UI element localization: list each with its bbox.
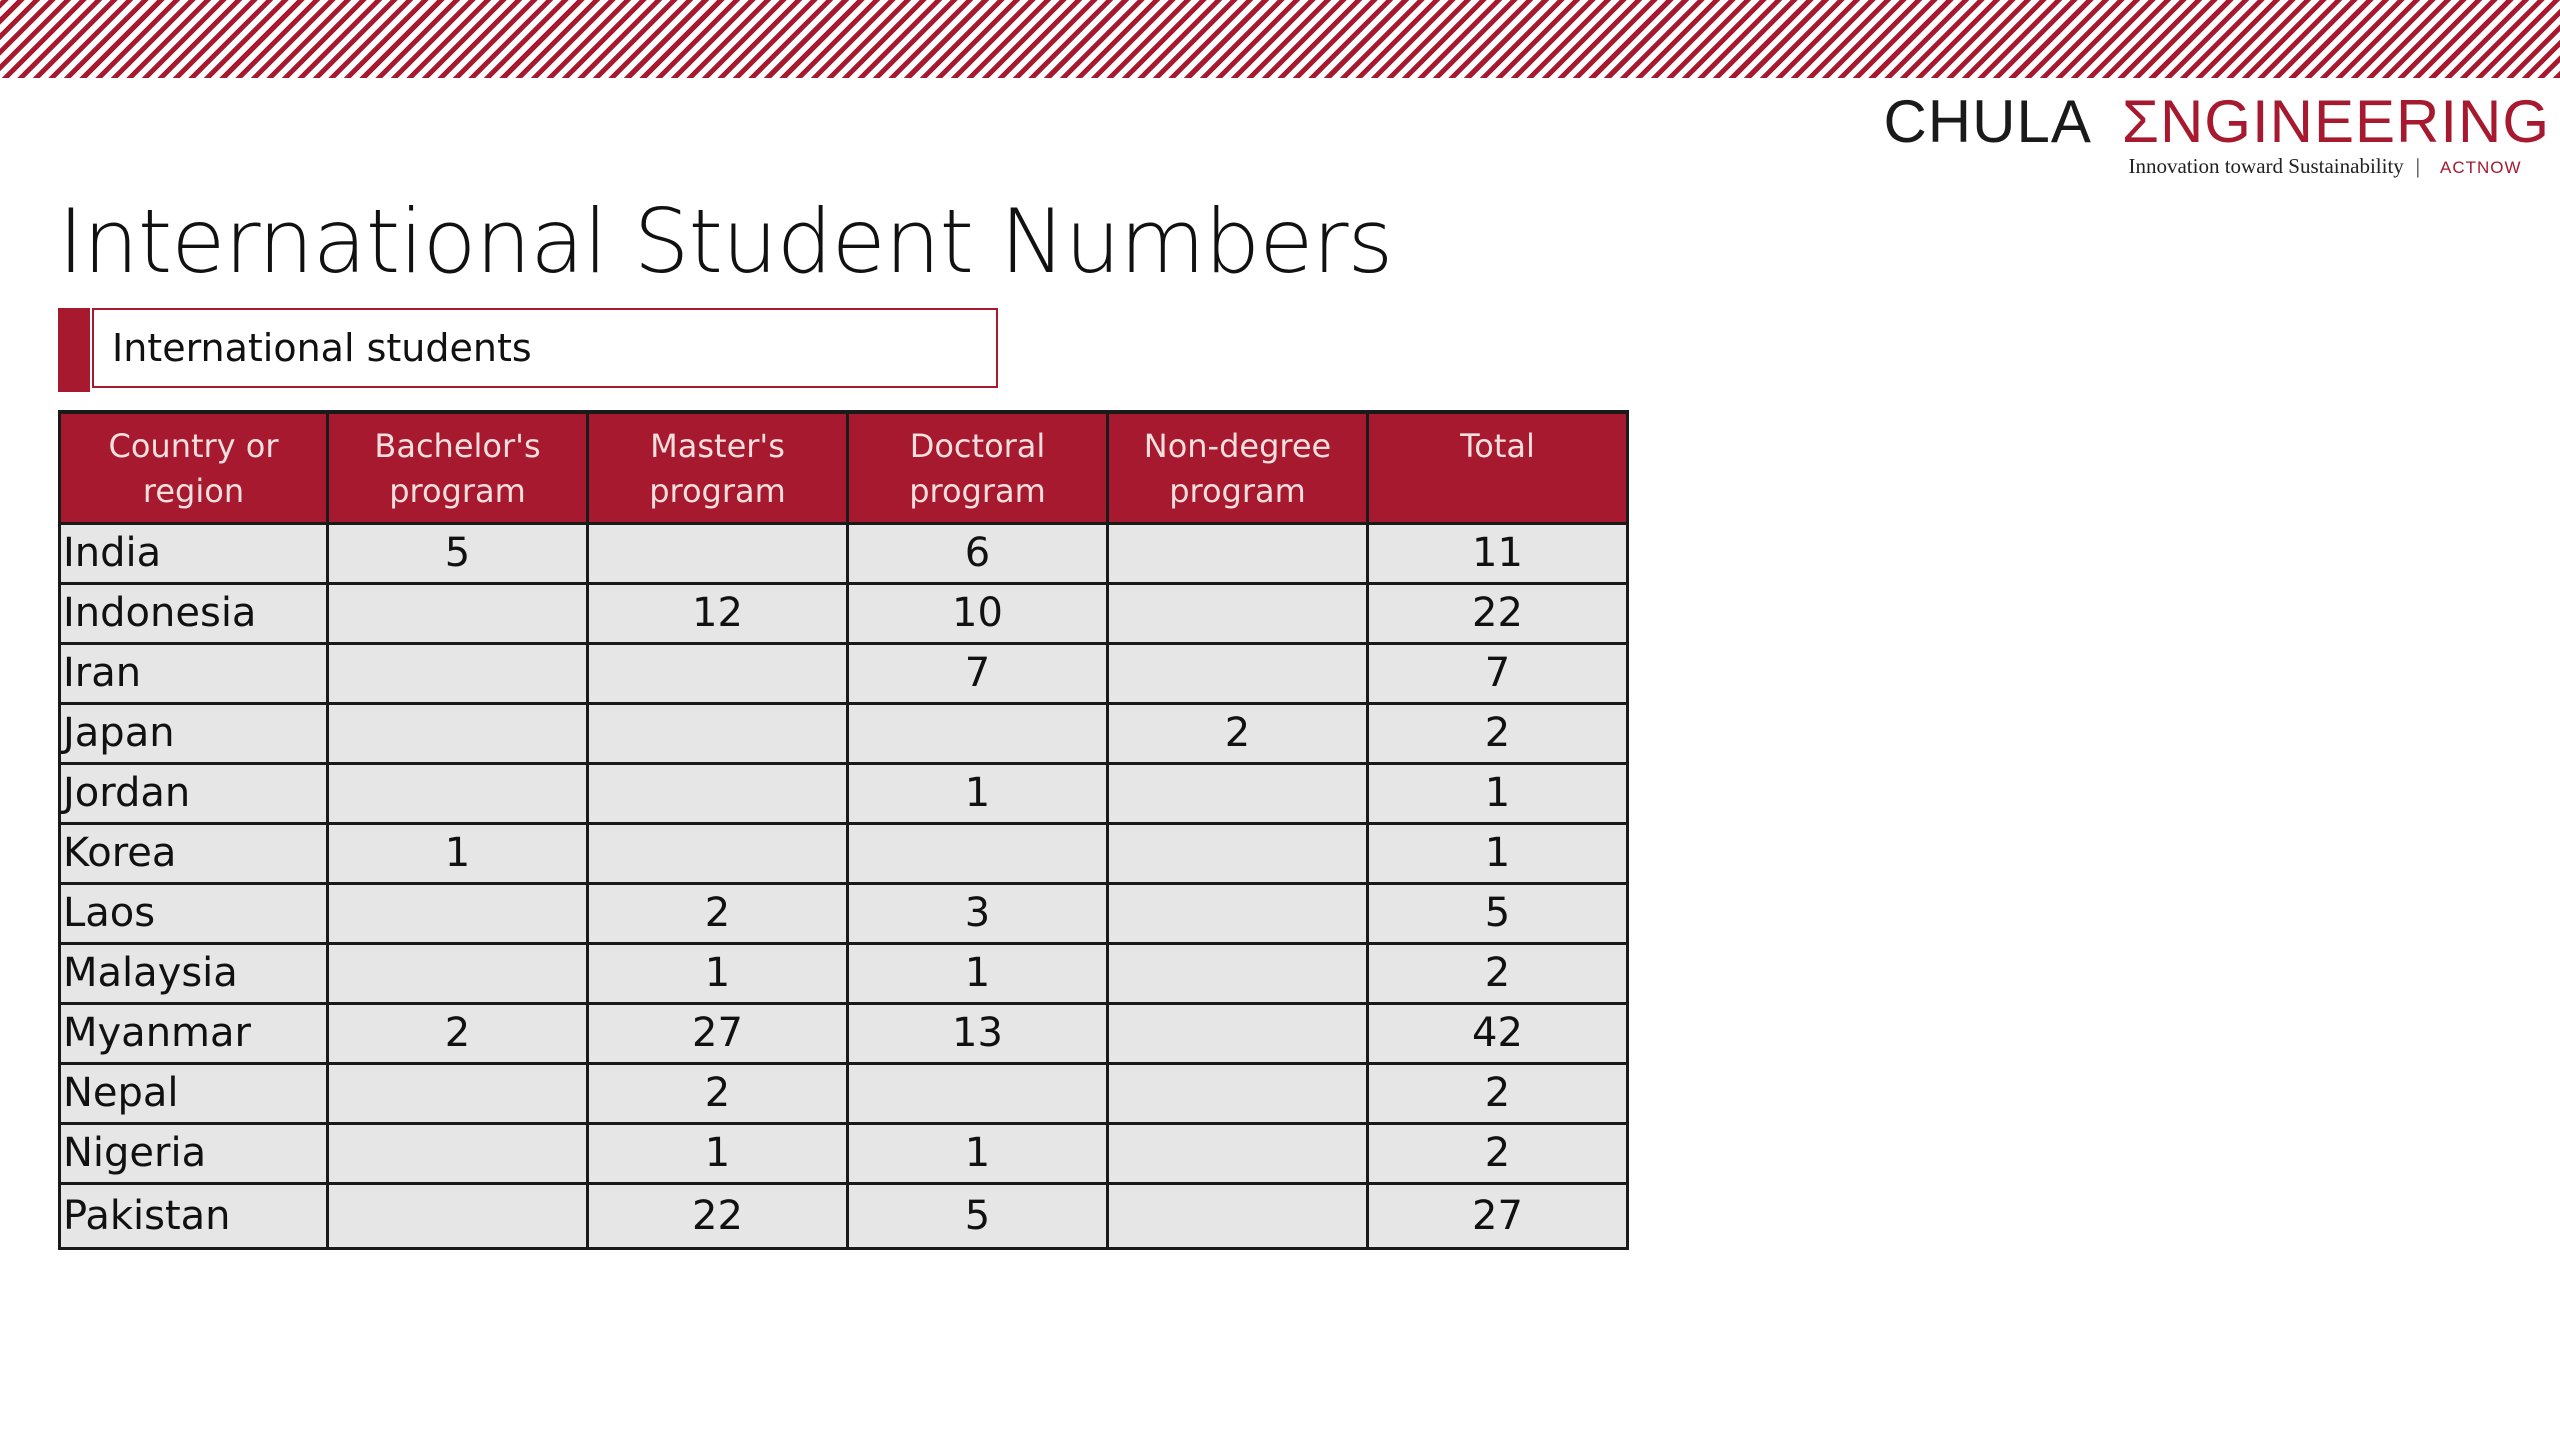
table-row <box>60 1124 1628 1184</box>
header-bachelor: Bachelor's program <box>328 412 588 524</box>
header-non-degree: Non-degree program <box>1108 412 1368 524</box>
table-row <box>60 704 1628 764</box>
table-row <box>60 1004 1628 1064</box>
cell-bachelor: 5 <box>328 524 588 584</box>
cell-master: 2 <box>588 1064 848 1124</box>
cell-bachelor <box>328 704 588 764</box>
cell-doctoral: 6 <box>848 524 1108 584</box>
cell-total: 2 <box>1368 944 1628 1004</box>
cell-doctoral <box>848 824 1108 884</box>
table-row <box>60 824 1628 884</box>
table-row <box>60 884 1628 944</box>
cell-total: 11 <box>1368 524 1628 584</box>
cell-doctoral: 1 <box>848 1124 1108 1184</box>
cell-non-degree <box>1108 944 1368 1004</box>
cell-master: 2 <box>588 884 848 944</box>
cell-non-degree <box>1108 1124 1368 1184</box>
cell-bachelor: 2 <box>328 1004 588 1064</box>
header-doctoral: Doctoral program <box>848 412 1108 524</box>
cell-master <box>588 644 848 704</box>
cell-non-degree <box>1108 824 1368 884</box>
student-numbers-table <box>58 410 1629 1250</box>
cell-country: Nigeria <box>60 1124 328 1184</box>
cell-total: 27 <box>1368 1184 1628 1249</box>
cell-master: 12 <box>588 584 848 644</box>
cell-non-degree <box>1108 524 1368 584</box>
cell-country: Pakistan <box>60 1184 328 1249</box>
table-row <box>60 644 1628 704</box>
cell-non-degree <box>1108 1004 1368 1064</box>
cell-doctoral: 3 <box>848 884 1108 944</box>
table-row <box>60 584 1628 644</box>
table-row <box>60 1064 1628 1124</box>
cell-doctoral: 5 <box>848 1184 1108 1249</box>
table-row <box>60 1184 1628 1249</box>
cell-non-degree <box>1108 884 1368 944</box>
logo-engineering-text: ΣNGINEERING <box>2121 88 2550 155</box>
subheading-text: International students <box>112 326 532 370</box>
cell-total: 5 <box>1368 884 1628 944</box>
cell-country: Japan <box>60 704 328 764</box>
table-header-row <box>60 412 1628 524</box>
cell-total: 2 <box>1368 704 1628 764</box>
cell-master <box>588 704 848 764</box>
cell-non-degree <box>1108 644 1368 704</box>
cell-non-degree <box>1108 764 1368 824</box>
cell-master: 27 <box>588 1004 848 1064</box>
cell-bachelor <box>328 1184 588 1249</box>
cell-bachelor <box>328 884 588 944</box>
logo-tagline-row <box>2128 154 2432 179</box>
cell-total: 1 <box>1368 824 1628 884</box>
logo-actnow: ACTNOW <box>2440 158 2522 177</box>
table-row <box>60 944 1628 1004</box>
cell-bachelor <box>328 644 588 704</box>
cell-bachelor <box>328 1064 588 1124</box>
logo-chula-text: CHULA <box>1883 88 2092 155</box>
cell-bachelor <box>328 944 588 1004</box>
cell-non-degree <box>1108 584 1368 644</box>
cell-total: 2 <box>1368 1064 1628 1124</box>
cell-master: 1 <box>588 944 848 1004</box>
chula-engineering-logo <box>1870 90 2550 190</box>
header-stripe-band <box>0 0 2560 78</box>
cell-doctoral: 13 <box>848 1004 1108 1064</box>
cell-bachelor <box>328 764 588 824</box>
cell-country: India <box>60 524 328 584</box>
cell-country: Nepal <box>60 1064 328 1124</box>
cell-country: Korea <box>60 824 328 884</box>
table-row <box>60 524 1628 584</box>
cell-country: Jordan <box>60 764 328 824</box>
cell-master <box>588 764 848 824</box>
cell-country: Iran <box>60 644 328 704</box>
cell-doctoral: 1 <box>848 944 1108 1004</box>
cell-country: Myanmar <box>60 1004 328 1064</box>
header-total: Total <box>1368 412 1628 524</box>
cell-bachelor <box>328 1124 588 1184</box>
cell-country: Malaysia <box>60 944 328 1004</box>
cell-master <box>588 824 848 884</box>
cell-total: 2 <box>1368 1124 1628 1184</box>
page-title: International Student Numbers <box>58 190 1393 293</box>
header-master: Master's program <box>588 412 848 524</box>
cell-master <box>588 524 848 584</box>
cell-bachelor: 1 <box>328 824 588 884</box>
logo-separator: | <box>2415 154 2420 178</box>
cell-doctoral: 7 <box>848 644 1108 704</box>
subheading-box <box>92 308 998 388</box>
cell-master: 1 <box>588 1124 848 1184</box>
cell-total: 7 <box>1368 644 1628 704</box>
cell-total: 42 <box>1368 1004 1628 1064</box>
cell-non-degree <box>1108 1184 1368 1249</box>
logo-wordmark <box>1883 90 2550 154</box>
cell-doctoral: 1 <box>848 764 1108 824</box>
cell-doctoral: 10 <box>848 584 1108 644</box>
subheading-accent-bar <box>58 308 90 392</box>
cell-total: 1 <box>1368 764 1628 824</box>
header-country: Country or region <box>60 412 328 524</box>
cell-total: 22 <box>1368 584 1628 644</box>
cell-non-degree: 2 <box>1108 704 1368 764</box>
cell-doctoral <box>848 704 1108 764</box>
cell-non-degree <box>1108 1064 1368 1124</box>
cell-doctoral <box>848 1064 1108 1124</box>
cell-bachelor <box>328 584 588 644</box>
cell-master: 22 <box>588 1184 848 1249</box>
logo-tagline: Innovation toward Sustainability <box>2128 154 2404 178</box>
table-row <box>60 764 1628 824</box>
cell-country: Laos <box>60 884 328 944</box>
cell-country: Indonesia <box>60 584 328 644</box>
